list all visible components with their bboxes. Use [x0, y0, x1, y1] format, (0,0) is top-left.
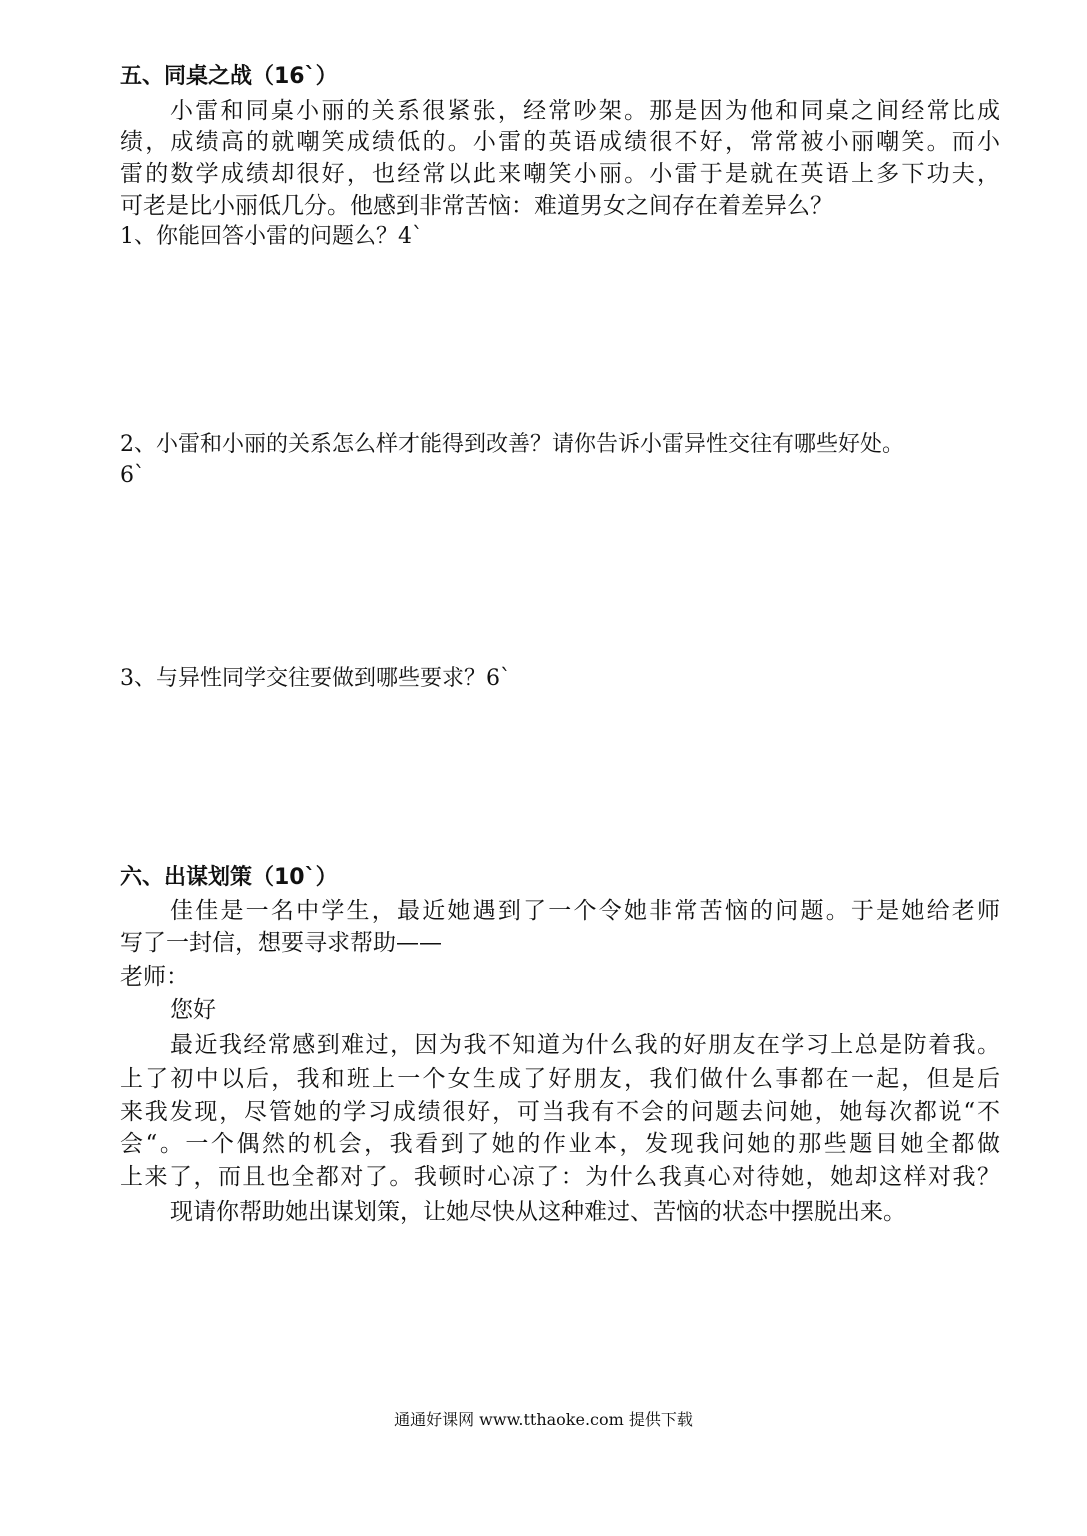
- story-line-1: 小雷和同桌小丽的关系很紧张，经常吵架。那是因为他和同桌之间经常比成: [170, 98, 1000, 124]
- letter-line-1: 最近我经常感到难过，因为我不知道为什么我的好朋友在学习上总是防着我。: [170, 1032, 1000, 1058]
- question-2-line-2: 6`: [120, 463, 145, 488]
- intro-line-1: 佳佳是一名中学生，最近她遇到了一个令她非常苦恼的问题。于是她给老师: [170, 898, 1000, 924]
- story-line-4: 可老是比小丽低几分。他感到非常苦恼：难道男女之间存在着差异么？: [120, 193, 833, 219]
- letter-line-4: 会“。一个偶然的机会，我看到了她的作业本，发现我问她的那些题目她全都做: [120, 1131, 1000, 1157]
- story-line-3: 雷的数学成绩却很好，也经常以此来嘲笑小丽。小雷于是就在英语上多下功夫，: [120, 161, 1000, 187]
- request-line: 现请你帮助她出谋划策，让她尽快从这种难过、苦恼的状态中摆脱出来。: [170, 1199, 906, 1225]
- letter-line-2: 上了初中以后，我和班上一个女生成了好朋友，我们做什么事都在一起，但是后: [120, 1066, 1000, 1092]
- letter-line-5: 上来了，而且也全都对了。我顿时心凉了：为什么我真心对待她，她却这样对我？: [120, 1164, 1000, 1190]
- letter-line-3: 来我发现，尽管她的学习成绩很好，可当我有不会的问题去问她，她每次都说“不: [120, 1099, 1000, 1125]
- intro-line-2: 写了一封信，想要寻求帮助——: [120, 930, 442, 956]
- question-3: 3、与异性同学交往要做到哪些要求？6`: [120, 666, 511, 691]
- question-2-line-1: 2、小雷和小丽的关系怎么样才能得到改善？请你告诉小雷异性交往有哪些好处。: [120, 432, 904, 457]
- letter-salutation: 老师：: [120, 964, 189, 990]
- footer-credit: 通通好课网 www.tthaoke.com 提供下载: [394, 1410, 693, 1429]
- question-1: 1、你能回答小雷的问题么？4`: [120, 224, 423, 249]
- section-six-heading: 六、出谋划策（10`）: [120, 865, 338, 890]
- story-line-2: 绩，成绩高的就嘲笑成绩低的。小雷的英语成绩很不好，常常被小丽嘲笑。而小: [120, 129, 1000, 155]
- section-five-heading: 五、同桌之战（16`）: [120, 64, 338, 89]
- letter-greeting: 您好: [170, 997, 216, 1023]
